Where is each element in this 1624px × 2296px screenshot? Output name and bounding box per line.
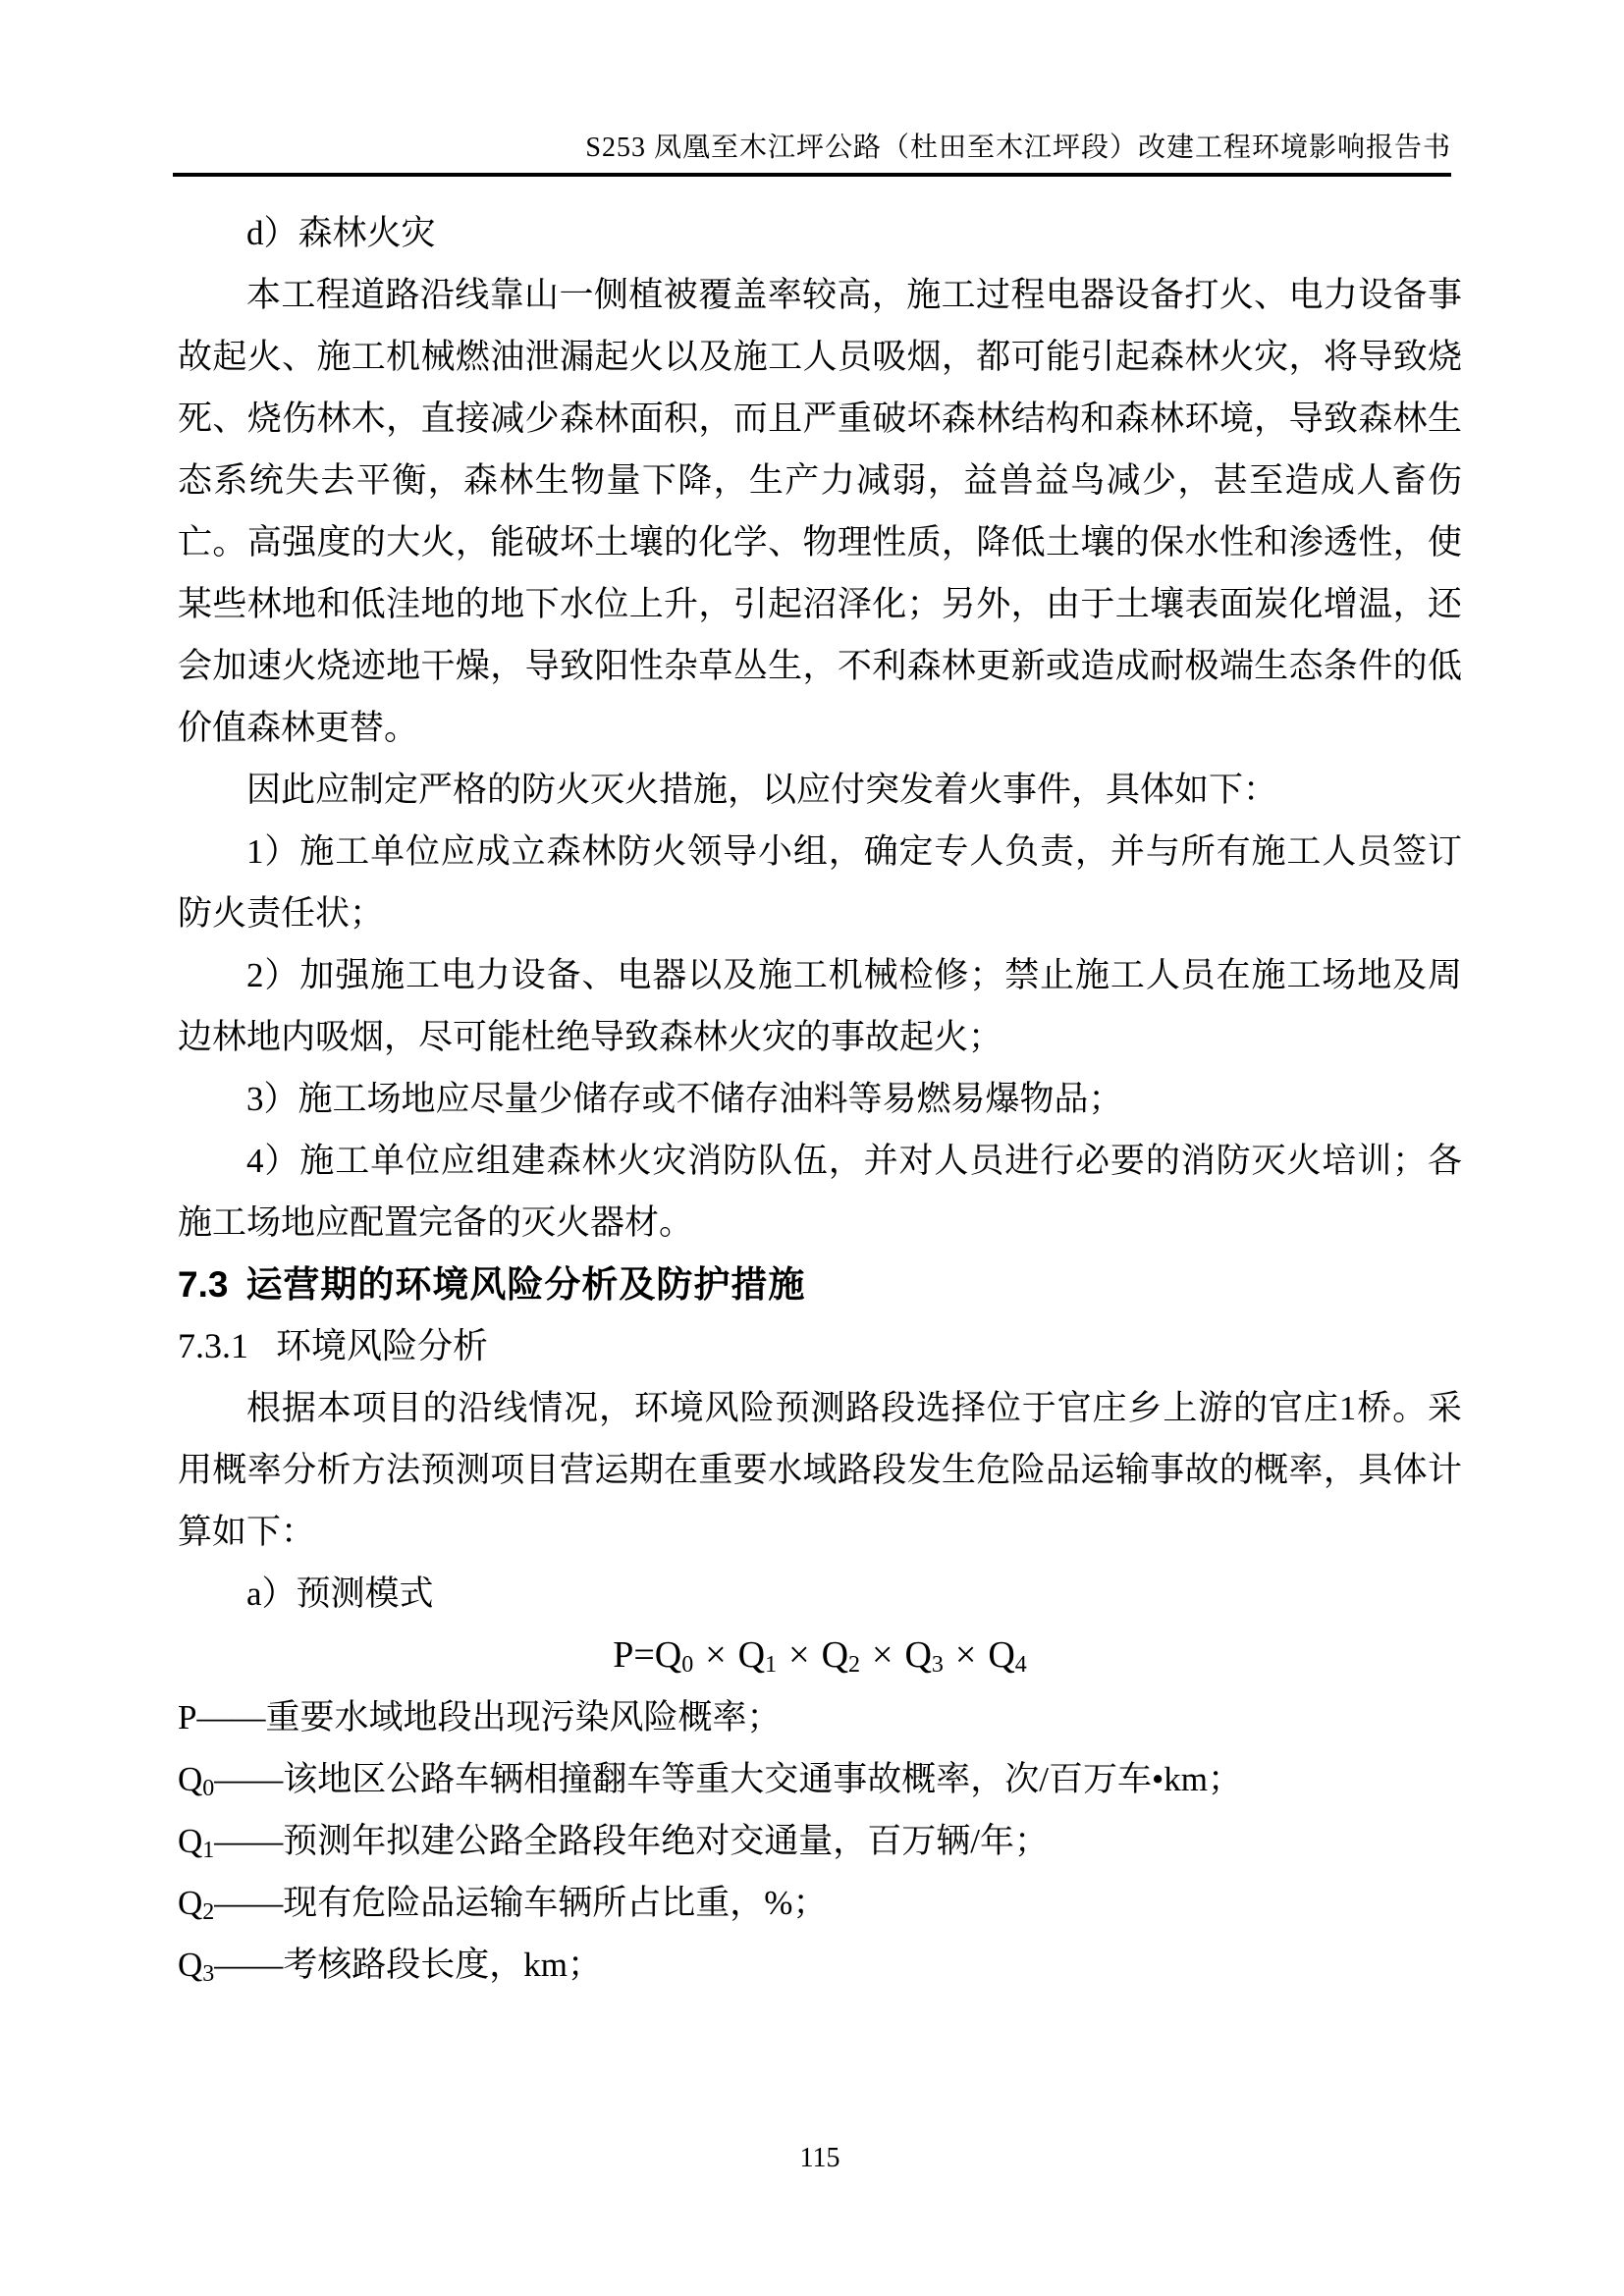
def-dash: ——	[196, 1698, 266, 1736]
def-description: 重要水域地段出现污染风险概率；	[265, 1698, 782, 1736]
measure-item-4: 4）施工单位应组建森林火灾消防队伍，并对人员进行必要的消防灭火培训；各施工场地应配置完备的灭火器材。	[178, 1142, 1462, 1242]
def-description: 预测年拟建公路全路段年绝对交通量，百万辆/年；	[283, 1822, 1050, 1860]
def-dash: ——	[214, 1946, 284, 1984]
formula-term-subscript: 2	[848, 1651, 861, 1678]
def-symbol-subscript: 1	[202, 1837, 215, 1863]
item-a-heading: a）预测模式	[246, 1575, 434, 1613]
formula-term-base: Q	[654, 1634, 682, 1676]
formula-term-subscript: 4	[1014, 1651, 1027, 1678]
formula-multiply-sign: ×	[788, 1634, 810, 1676]
formula-term-subscript: 1	[765, 1651, 778, 1678]
header-title: S253 凤凰至木江坪公路（杜田至木江坪段）改建工程环境影响报告书	[585, 133, 1451, 163]
risk-probability-formula	[178, 1625, 1462, 1686]
page-footer	[178, 2143, 1462, 2174]
definition-line-p	[178, 1686, 1462, 1748]
formula-term-base: Q	[737, 1634, 766, 1676]
page-header	[173, 0, 1451, 177]
formula-term-subscript: 3	[931, 1651, 944, 1678]
def-symbol: Q	[178, 1884, 203, 1922]
formula-term-base: Q	[904, 1634, 932, 1676]
def-symbol-subscript: 2	[202, 1898, 215, 1925]
definition-line-q2	[178, 1872, 1462, 1934]
section-7-3-number: 7.3	[178, 1264, 229, 1305]
measures-intro-paragraph: 因此应制定严格的防火灭火措施，以应付突发着火事件，具体如下：	[246, 771, 1278, 809]
def-dash: ——	[214, 1884, 284, 1922]
formula-term-subscript: 0	[681, 1651, 694, 1678]
formula-term-base: Q	[821, 1634, 849, 1676]
formula-term-base: Q	[988, 1634, 1015, 1676]
section-7-3-1-title: 环境风险分析	[276, 1326, 489, 1365]
measure-item-2: 2）加强施工电力设备、电器以及施工机械检修；禁止施工人员在施工场地及周边林地内吸烟，尽可能杜绝导致森林火灾的事故起火；	[178, 956, 1462, 1056]
def-symbol: P	[178, 1698, 197, 1736]
def-description: 现有危险品运输车辆所占比重，%；	[283, 1884, 828, 1922]
definition-line-q0	[178, 1748, 1462, 1810]
formula-multiply-sign: ×	[705, 1634, 727, 1676]
measure-item-3: 3）施工场地应尽量少储存或不储存油料等易燃易爆物品；	[246, 1080, 1123, 1118]
formula-equals-sign: =	[633, 1634, 655, 1676]
formula-multiply-sign: ×	[954, 1634, 977, 1676]
def-symbol-subscript: 0	[202, 1775, 215, 1801]
formula-multiply-sign: ×	[872, 1634, 893, 1676]
section-7-3-1-number: 7.3.1	[178, 1326, 248, 1365]
section-7-3-title: 运营期的环境风险分析及防护措施	[245, 1264, 806, 1305]
forest-fire-paragraph: 本工程道路沿线靠山一侧植被覆盖率较高，施工过程电器设备打火、电力设备事故起火、施工机械燃油泄漏起火以及施工人员吸烟，都可能引起森林火灾，将导致烧死、烧伤林木，直接减少森林面积，而且严重破坏森林结构和森林环境，导致森林生态系统失去平衡，森林生物量下降，生产力减弱，益兽益鸟减少，甚至造成人畜伤亡。高强度的大火，能破坏土壤的化学、物理性质，降低土壤的保水性和渗透性，使某些林地和低洼地的地下水位上升，引起沼泽化；另外，由于土壤表面炭化增温，还会加速火烧迹地干燥，导致阳性杂草丛生，不利森林更新或造成耐极端生态条件的低价值森林更替。	[178, 276, 1462, 747]
item-d-heading: d）森林火灾	[246, 214, 436, 252]
definition-line-q3	[178, 1934, 1462, 1996]
risk-analysis-paragraph: 根据本项目的沿线情况，环境风险预测路段选择位于官庄乡上游的官庄1桥。采用概率分析方法预测项目营运期在重要水域路段发生危险品运输事故的概率，具体计算如下：	[178, 1389, 1462, 1551]
measure-item-1: 1）施工单位应成立森林防火领导小组，确定专人负责，并与所有施工人员签订防火责任状；	[178, 832, 1462, 933]
def-dash: ——	[214, 1822, 284, 1860]
def-dash: ——	[214, 1760, 284, 1798]
section-7-3-1-heading	[178, 1315, 1462, 1377]
def-symbol: Q	[178, 1760, 203, 1798]
definition-line-q1	[178, 1810, 1462, 1872]
page-content	[178, 202, 1462, 1996]
def-symbol: Q	[178, 1946, 203, 1984]
page-number: 115	[799, 2143, 840, 2173]
section-7-3-heading	[178, 1254, 1462, 1315]
def-symbol-subscript: 3	[202, 1960, 215, 1987]
def-description: 该地区公路车辆相撞翻车等重大交通事故概率，次/百万车•km；	[283, 1760, 1242, 1798]
def-symbol: Q	[178, 1822, 203, 1860]
def-description: 考核路段长度，km；	[283, 1946, 603, 1984]
formula-lhs: P	[613, 1634, 634, 1676]
